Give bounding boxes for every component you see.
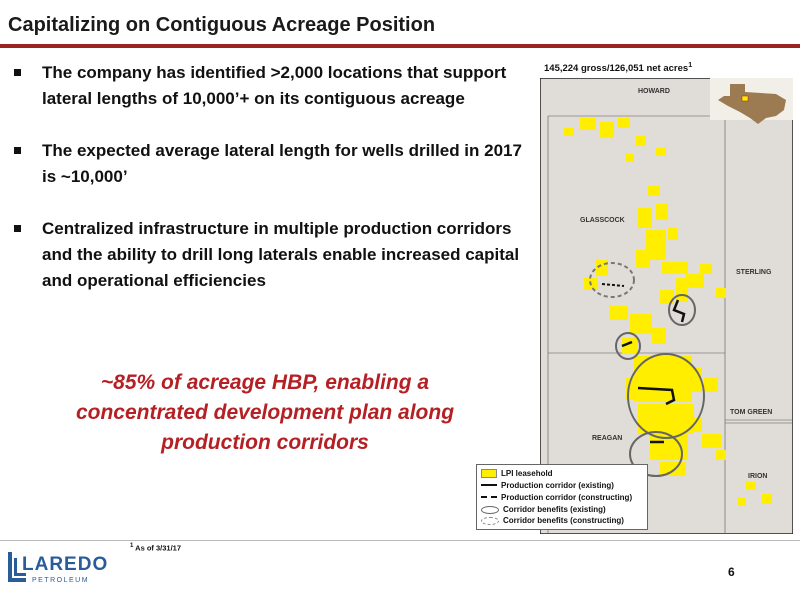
lease-block: [762, 494, 772, 504]
footnote-text: As of 3/31/17: [135, 543, 182, 553]
bullet-item: [14, 216, 524, 294]
bullet-text: The expected average lateral length for wells drilled in 2017 is ~10,000’: [42, 141, 522, 186]
lease-block: [626, 154, 634, 162]
page-number: 6: [728, 565, 735, 579]
lease-block: [746, 482, 756, 490]
lease-block: [662, 262, 688, 274]
county-label-reagan: REAGAN: [592, 435, 623, 442]
legend-label: Production corridor (existing): [501, 481, 614, 490]
county-label-irion: IRION: [748, 473, 768, 480]
lease-block: [704, 378, 718, 392]
inset-location-marker: [742, 96, 748, 101]
lease-block: [636, 136, 646, 146]
lease-block: [700, 264, 712, 274]
map-legend: [476, 464, 648, 530]
bullet-text: Centralized infrastructure in multiple production corridors and the ability to drill long laterals enable increased capital and operational efficiencies: [42, 219, 520, 290]
lease-block: [618, 118, 630, 128]
bullet-marker: [14, 69, 21, 76]
lease-block: [564, 128, 574, 136]
legend-item-leasehold: [481, 469, 553, 479]
lease-block: [630, 314, 652, 334]
legend-item-corridor-constructing: [481, 493, 632, 503]
bullet-marker: [14, 147, 21, 154]
dashed-ellipse-swatch: [481, 517, 499, 525]
logo-wordmark: LAREDO: [22, 554, 109, 575]
lease-block: [656, 148, 666, 156]
county-label-sterling: STERLING: [736, 269, 772, 276]
county-label-howard: HOWARD: [638, 88, 670, 95]
legend-label: Production corridor (constructing): [501, 493, 633, 502]
lease-block: [652, 328, 666, 344]
lease-block: [660, 462, 686, 476]
lease-block: [656, 204, 668, 220]
acreage-caption: 145,224 gross/126,051 net acres: [544, 63, 689, 75]
lease-block: [648, 186, 660, 196]
footnote-marker: 1: [130, 543, 134, 549]
legend-item-benefits-existing: [481, 505, 606, 515]
lease-block: [676, 278, 688, 302]
legend-label: LPI leasehold: [501, 469, 553, 478]
title-divider: [0, 44, 800, 48]
lease-block: [738, 498, 746, 506]
lease-block: [638, 208, 652, 228]
footer-divider: [0, 540, 800, 541]
lease-block: [716, 288, 726, 298]
lease-block: [580, 118, 596, 130]
county-label-tom-green: TOM GREEN: [730, 409, 773, 416]
footnote: [130, 543, 181, 553]
lease-block: [702, 434, 722, 448]
legend-label: Corridor benefits (constructing): [503, 516, 624, 525]
lease-block: [596, 260, 608, 276]
bullet-text: The company has identified >2,000 locations that support lateral lengths of 10,000’+ on its contiguous acreage: [42, 63, 507, 108]
caption-footnote-ref: 1: [688, 62, 693, 69]
lease-block: [610, 306, 628, 320]
ellipse-swatch: [481, 506, 499, 514]
bullet-list: [14, 60, 524, 320]
laredo-logo: [6, 546, 126, 590]
texas-inset: [710, 78, 793, 124]
legend-item-benefits-constructing: [481, 516, 624, 526]
lease-block: [716, 450, 726, 460]
bullet-item: [14, 60, 524, 112]
dashed-line-swatch: [481, 496, 497, 498]
map-caption: [544, 62, 692, 74]
lease-block: [686, 274, 704, 288]
slide-title: Capitalizing on Contiguous Acreage Position: [8, 14, 436, 36]
county-label-glasscock: GLASSCOCK: [580, 217, 625, 224]
leasehold-swatch: [481, 469, 497, 478]
bullet-item: [14, 138, 524, 190]
legend-label: Corridor benefits (existing): [503, 505, 606, 514]
lease-block: [638, 404, 694, 434]
logo-subtitle: PETROLEUM: [32, 577, 90, 584]
hbp-callout: ~85% of acreage HBP, enabling a concentrated development plan along production corridors: [75, 371, 455, 454]
solid-line-swatch: [481, 484, 497, 486]
lease-block: [636, 250, 650, 268]
legend-item-corridor-existing: [481, 481, 614, 491]
lease-block: [668, 228, 678, 240]
lease-block: [600, 122, 614, 138]
bullet-marker: [14, 225, 21, 232]
